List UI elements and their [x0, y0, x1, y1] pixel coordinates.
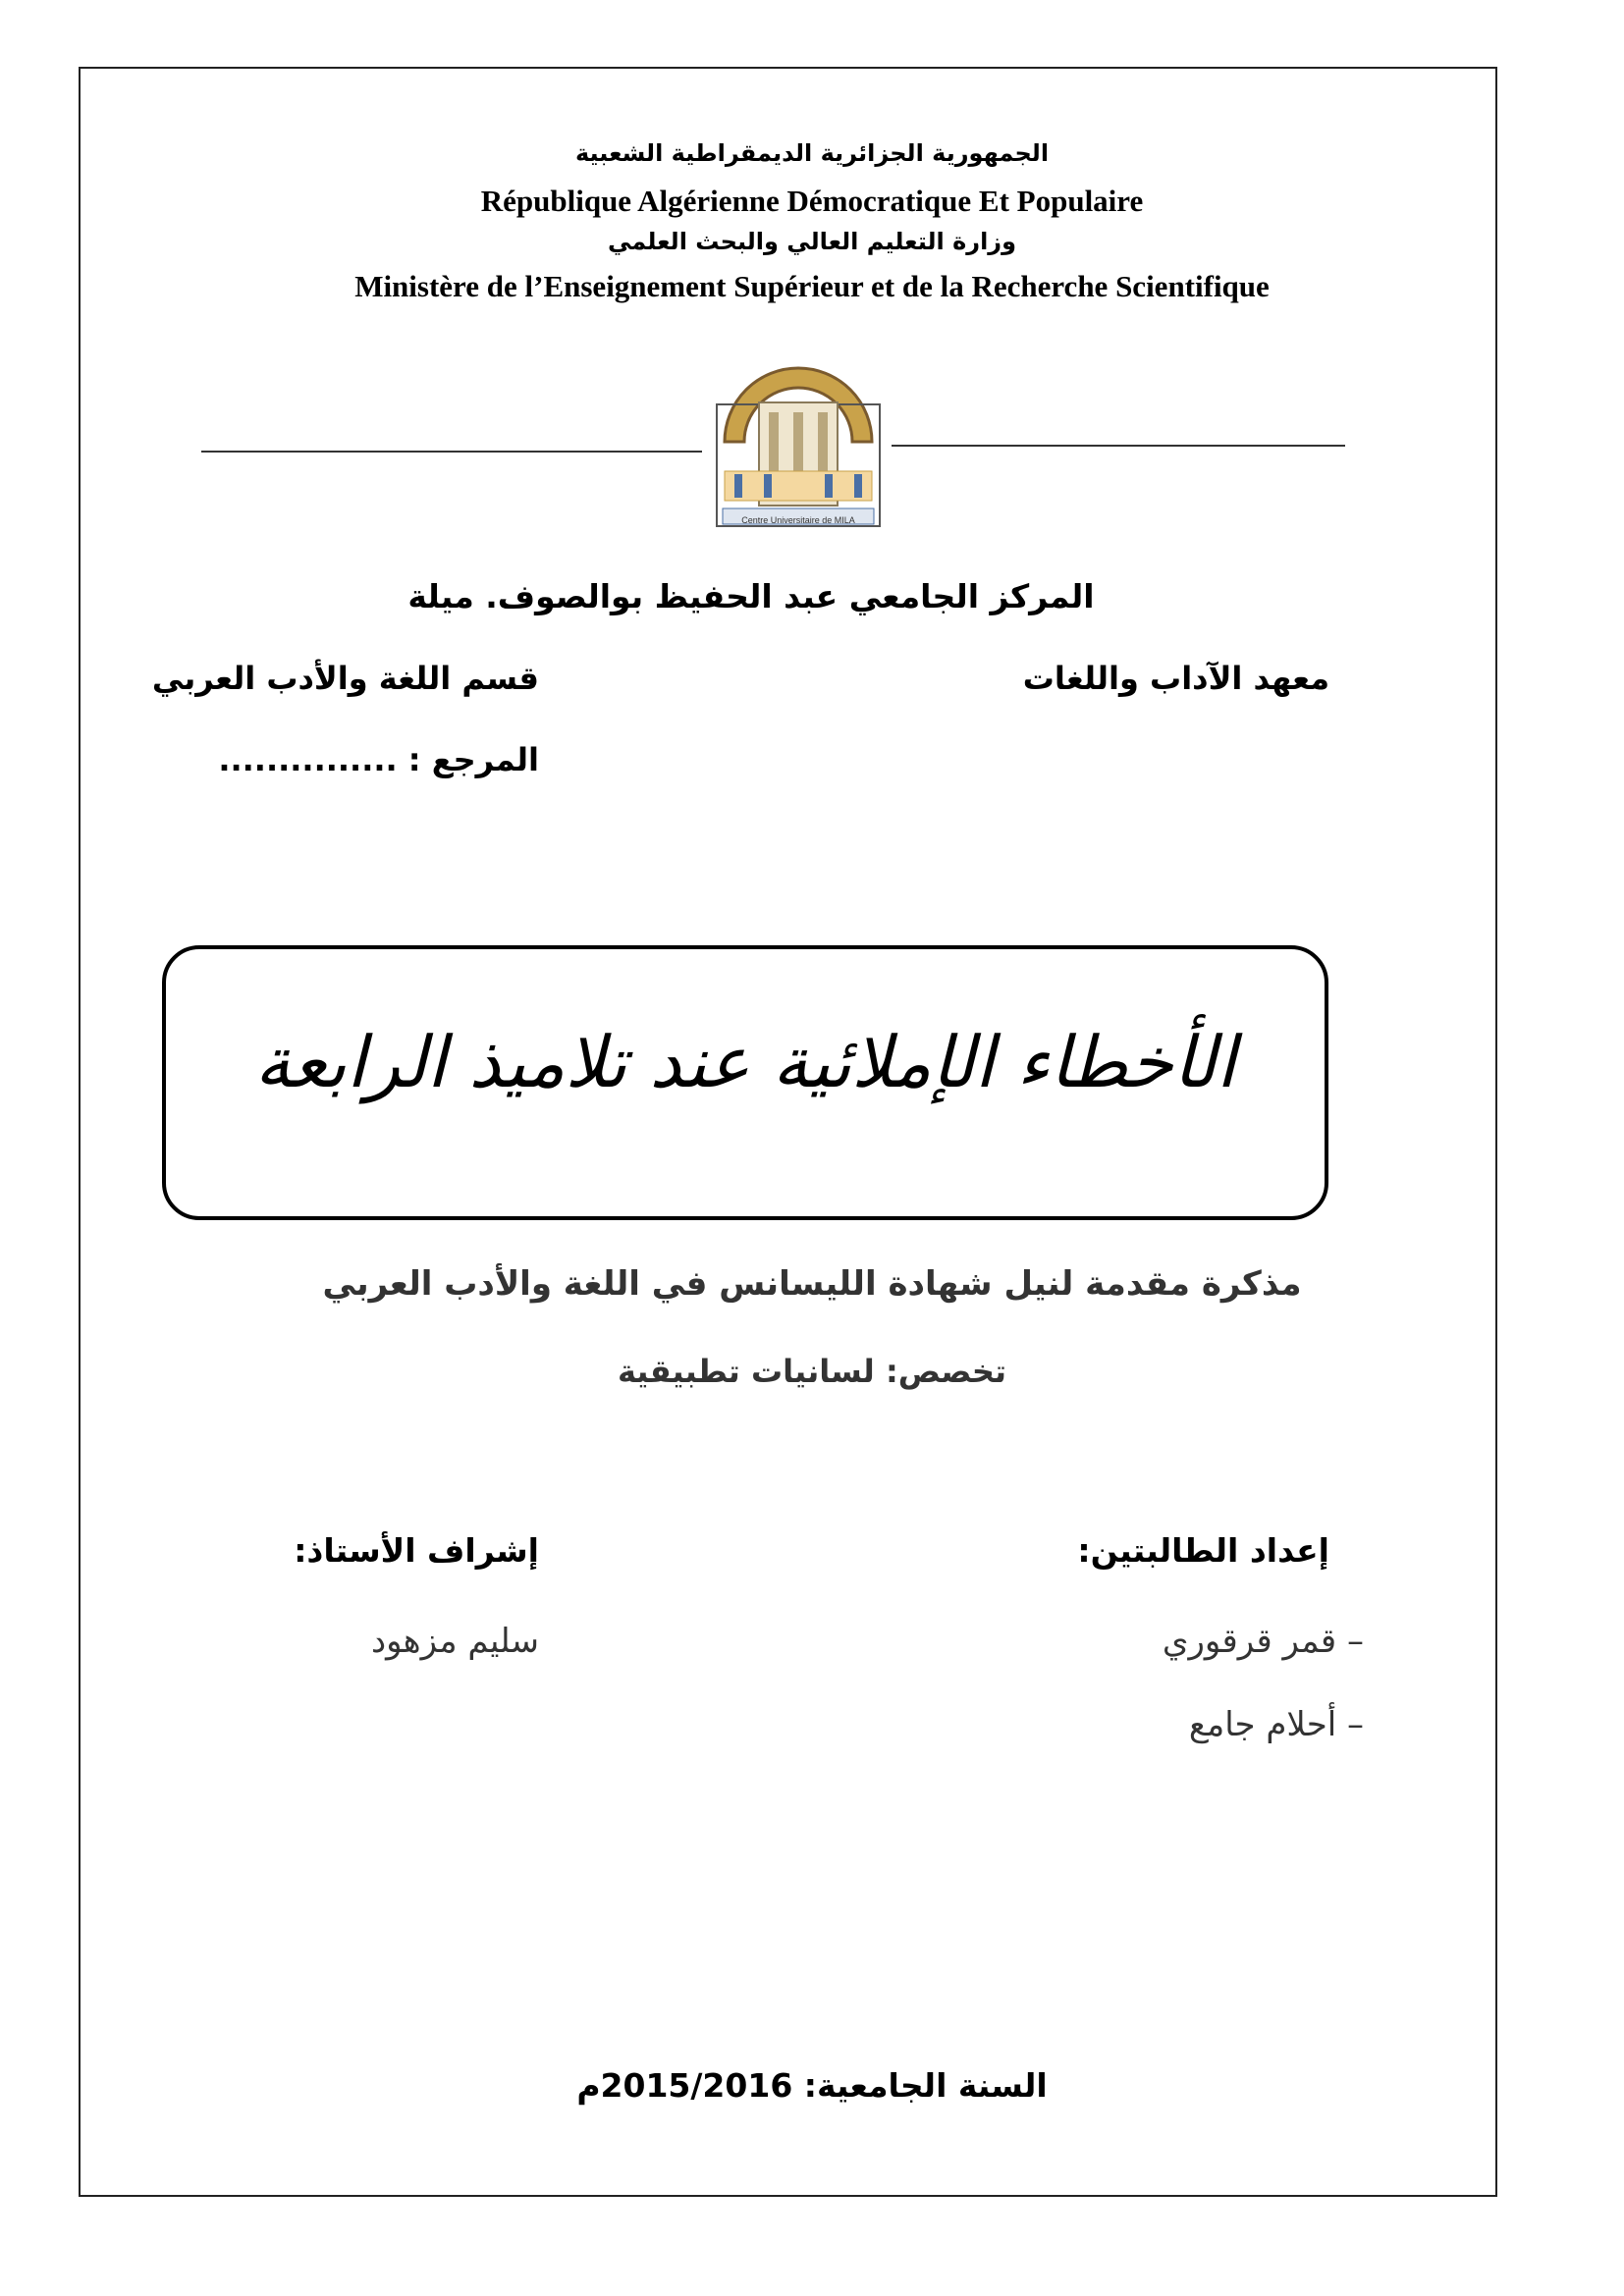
students-label: إعداد الطالبتين: — [1077, 1531, 1329, 1570]
reference-field: المرجع : ............... — [218, 741, 539, 778]
university-seal-icon — [705, 344, 892, 532]
header-rule-right — [892, 445, 1345, 447]
department-name: قسم اللغة والأدب العربي — [151, 660, 539, 697]
ministry-arabic: وزارة التعليم العالي والبحث العلمي — [607, 228, 1017, 255]
student-name-1: – قمر قرقوري — [1162, 1622, 1364, 1661]
thesis-title: الأخطاء الإملائية عند تلاميذ الرابعة — [254, 1021, 1236, 1103]
supervisor-label: إشراف الأستاذ: — [294, 1531, 539, 1570]
thesis-specialty: تخصص: لسانيات تطبيقية — [618, 1353, 1006, 1390]
supervisor-name: سليم مزهود — [370, 1622, 539, 1661]
institute-name: معهد الآداب واللغات — [1022, 660, 1329, 697]
academic-year: السنة الجامعية: 2015/2016م — [576, 2066, 1048, 2105]
republic-arabic: الجمهورية الجزائرية الديمقراطية الشعبية — [574, 139, 1050, 167]
student-name-2: – أحلام جامع — [1188, 1705, 1364, 1744]
ministry-french: Ministère de l’Enseignement Supérieur et de la Recherche Scientifique — [354, 269, 1270, 303]
header-rule-left — [201, 451, 702, 453]
republic-french: République Algérienne Démocratique Et Populaire — [480, 184, 1144, 218]
thesis-subtitle: مذكرة مقدمة لنيل شهادة الليسانس في اللغة والأدب العربي — [322, 1264, 1302, 1304]
university-center-name: المركز الجامعي عبد الحفيظ بوالصوف. ميلة — [407, 577, 1095, 615]
seal-caption: Centre Universitaire de MILA — [741, 515, 855, 525]
